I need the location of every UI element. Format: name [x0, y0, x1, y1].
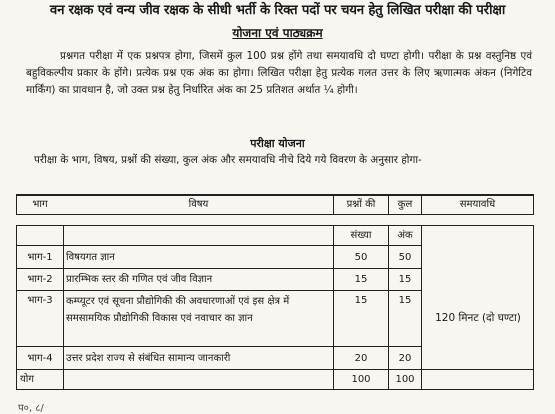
row-3-marks: 15 [398, 294, 412, 306]
body-divider-part [63, 225, 64, 390]
header-bottom-border [16, 214, 534, 215]
body-bottom-border [16, 389, 534, 390]
row-4-marks: 20 [398, 352, 412, 364]
row-3-subject: कम्प्यूटर एवं सूचना प्रौद्योगिकी की अवधारणाओं एवं इस क्षेत्र में समसामयिक प्रौद्योगिकी विकास एवं नवाचार का ज्ञान [66, 296, 290, 324]
body-top-border [16, 225, 534, 226]
document-title: वन रक्षक एवं वन्य जीव रक्षक के सीधी भर्ती के रिक्त पदों पर चयन हेतु लिखित परीक्षा की परीक्षा [49, 3, 506, 18]
row-1-questions: 50 [354, 251, 368, 263]
row-4-part: भाग-4 [27, 352, 53, 364]
row-2-questions: 15 [354, 274, 368, 285]
page-footer-mark: प०, ८/ [18, 403, 44, 414]
header-questions: प्रश्नों की [346, 199, 376, 210]
body-divider-marks [421, 225, 422, 390]
body-right-border [533, 225, 534, 390]
row-separator [16, 369, 534, 370]
scheme-heading: परीक्षा योजना [250, 137, 305, 150]
total-label: योग [20, 374, 35, 385]
document-subtitle [0, 24, 555, 41]
row-2-subject: प्रारम्भिक स्तर की गणित एवं जीव विज्ञान [66, 274, 213, 285]
duration-value: 120 मिनट (दो घण्टा) [435, 311, 521, 324]
row-3-questions: 15 [354, 294, 368, 306]
header-duration: समयावधि [459, 199, 496, 210]
header-right-border [533, 194, 534, 215]
row-2-part: भाग-2 [27, 274, 53, 285]
row-1-marks: 50 [398, 251, 412, 263]
subheader-count: संख्या [350, 230, 372, 241]
row-2-marks: 15 [398, 274, 412, 285]
row-3-part: भाग-3 [27, 294, 53, 306]
row-4-subject: उत्तर प्रदेश राज्य से संबंधित सामान्य जानकारी [66, 352, 231, 364]
header-part: भाग [32, 199, 48, 210]
subheader-marks: अंक [397, 230, 413, 241]
row-1-subject: विषयगत ज्ञान [66, 251, 115, 263]
total-questions: 100 [351, 374, 371, 385]
instructions-paragraph: प्रश्नगत परीक्षा में एक प्रश्नपत्र होगा, जिसमें कुल 100 प्रश्न होंगे तथा समयावधि दो घण्टा होगी। परीक्षा के प्रश्न वस्तुनिष्ठ एवं बहुविकल्पीय प्रकार के होंगे। प्रत्येक प्रश्न एक अंक का होगा। लिखित परीक्षा हेतु प्रत्येक गलत उत्तर के लिए ऋणात्मक अंकन (निगेटिव मार्किंग) का प्रावधान है, जो उक्त प्रश्न हेतु निर्धारित अंक का 25 प्रतिशत अर्थात ¼ होगी। [26, 50, 532, 96]
row-1-part: भाग-1 [27, 251, 53, 263]
scheme-intro: परीक्षा के भाग, विषय, प्रश्नों की संख्या, कुल अंक और समयावधि नीचे दिये गये विवरण के अनुसार होगा- [34, 154, 422, 166]
header-total: कुल [397, 199, 413, 210]
header-left-border [16, 194, 17, 215]
total-marks: 100 [395, 374, 415, 385]
subtitle-text: योजना एवं पाठ्यक्रम [232, 26, 323, 40]
header-subject: विषय [188, 199, 209, 210]
row-4-questions: 20 [354, 352, 368, 364]
